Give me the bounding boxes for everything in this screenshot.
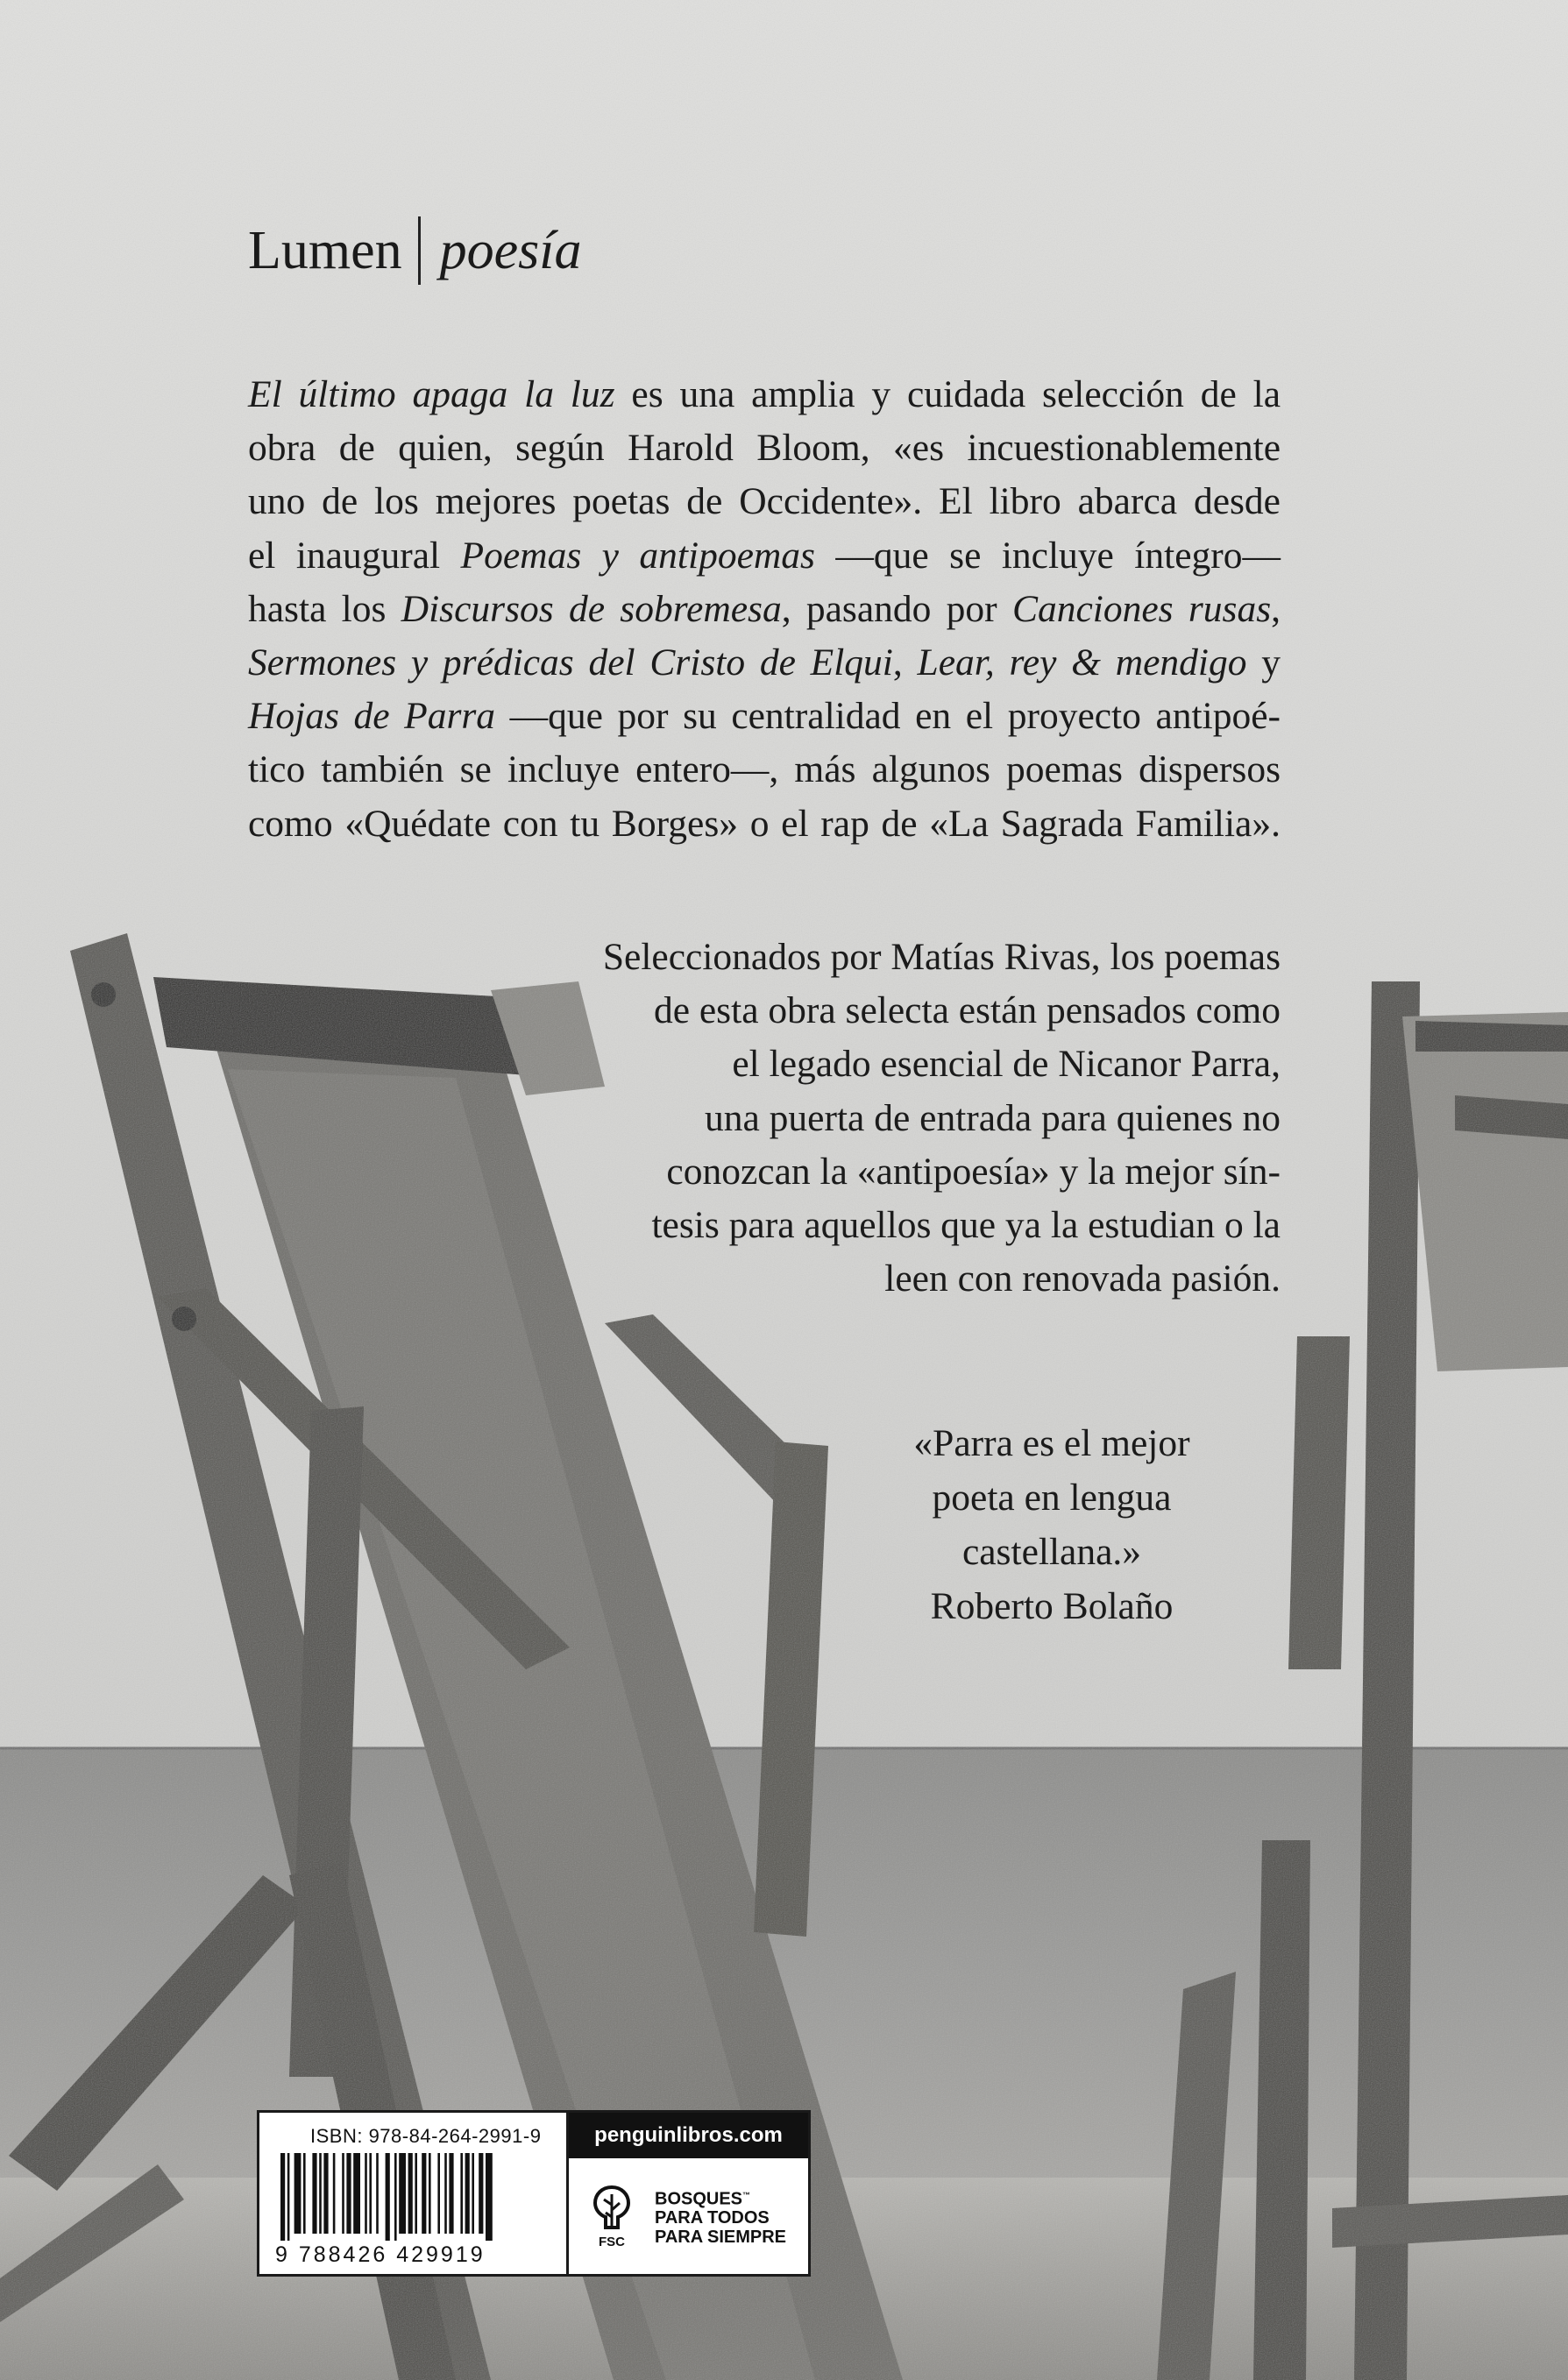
blurb-text: y (1246, 641, 1281, 684)
blurb-line (248, 368, 1281, 421)
logo-divider (418, 216, 421, 285)
barcode-bar (312, 2153, 316, 2234)
barcode-bar (394, 2153, 397, 2241)
quote-line: poeta en lengua (932, 1477, 1172, 1519)
barcode-bar (376, 2153, 379, 2234)
barcode-bar (353, 2153, 360, 2234)
imprint-logo (248, 216, 582, 286)
barcode-bar (472, 2153, 474, 2234)
quote-line: castellana.» (961, 1531, 1142, 1573)
barcode-bar (415, 2153, 417, 2234)
blurb-text: obra de quien, según Harold Bloom, «es incuestionablemente (248, 427, 1281, 470)
barcode-bar (303, 2153, 306, 2234)
blurb-paragraph-2 (599, 931, 1281, 1306)
fsc-logo-text: FSC (599, 2234, 625, 2249)
blurb-line: el legado esencial de Nicanor Parra, (732, 1043, 1281, 1086)
book-title: Hojas de Parra (248, 695, 496, 738)
barcode-bar (460, 2153, 463, 2234)
blurb-line (248, 583, 1281, 636)
blurb-line: de esta obra selecta están pensados como (653, 989, 1281, 1032)
website-url: penguinlibros.com (569, 2113, 808, 2158)
barcode-bar (294, 2153, 302, 2234)
blurb-line: tesis para aquellos que ya la estudian o la (651, 1204, 1281, 1247)
trademark-symbol: ™ (742, 2190, 751, 2199)
book-title: Sermones y prédicas del Cristo de Elqui (248, 641, 893, 684)
fsc-slogan-line: PARA TODOS (655, 2208, 770, 2228)
isbn-panel (257, 2110, 811, 2277)
book-title: Canciones rusas (1011, 587, 1272, 630)
barcode-bar (280, 2153, 285, 2241)
fsc-badge (569, 2158, 808, 2274)
blurb-line (248, 636, 1281, 690)
fsc-slogan-line: BOSQUES (655, 2189, 743, 2209)
barcode (277, 2153, 557, 2241)
barcode-bar (449, 2153, 453, 2234)
quote-line: «Parra es el mejor (913, 1422, 1190, 1464)
blurb-line: conozcan la «antipoesía» y la mejor sín- (666, 1150, 1281, 1193)
isbn-digits: 9 788426 429919 (275, 2242, 486, 2267)
barcode-bar (323, 2153, 328, 2234)
blurb-text: es una amplia y cuidada selección de la (614, 373, 1281, 415)
fsc-slogan-line: PARA SIEMPRE (655, 2228, 787, 2248)
book-title: Discursos de sobremesa (401, 587, 782, 630)
barcode-bar (408, 2153, 413, 2234)
isbn-label: ISBN: 978-84-264-2991-9 (310, 2125, 542, 2147)
blurb-text: hasta los (248, 587, 401, 630)
review-quote (876, 1416, 1227, 1633)
blurb-text: el inaugural (248, 534, 461, 577)
barcode-bar (333, 2153, 336, 2234)
blurb-text: , (1271, 587, 1281, 630)
barcode-bar (465, 2153, 470, 2234)
barcode-bar (479, 2153, 483, 2234)
blurb-line (248, 475, 1281, 528)
publisher-info (569, 2113, 808, 2274)
barcode-bar (319, 2153, 322, 2234)
blurb-text: , pasando por (781, 587, 1012, 630)
quote-author: Roberto Bolaño (930, 1585, 1174, 1627)
blurb-line (248, 529, 1281, 583)
barcode-bar (386, 2153, 390, 2241)
publisher-name: Lumen (248, 221, 402, 280)
imprint-name: poesía (439, 221, 582, 280)
blurb-line (248, 690, 1281, 743)
barcode-bar (342, 2153, 344, 2234)
barcode-bar (437, 2153, 440, 2234)
barcode-bar (287, 2153, 290, 2241)
blurb-line (248, 421, 1281, 475)
blurb-text: uno de los mejores poetas de Occidente». El libro abarca desde (248, 480, 1281, 523)
blurb-text: —que por su centralidad en el proyecto antipoé- (495, 695, 1281, 738)
blurb-line: una puerta de entrada para quienes no (704, 1096, 1281, 1139)
fsc-tree-icon (583, 2184, 641, 2249)
blurb-text: como «Quédate con tu Borges» o el rap de «La Sagrada Familia». (248, 802, 1281, 845)
barcode-bar (444, 2153, 447, 2234)
barcode-bar (486, 2153, 493, 2241)
blurb-text: tico también se incluye entero—, más algunos poemas dispersos (248, 748, 1281, 791)
book-title: El último apaga la luz (248, 373, 615, 415)
barcode-bar (365, 2153, 367, 2234)
blurb-line: Seleccionados por Matías Rivas, los poemas (602, 936, 1281, 978)
barcode-bar (369, 2153, 372, 2234)
book-title: Lear, rey & mendigo (917, 641, 1247, 684)
blurb-paragraph-1 (248, 368, 1281, 851)
blurb-line (248, 743, 1281, 797)
blurb-line: leen con renovada pasión. (884, 1257, 1281, 1300)
barcode-section (259, 2113, 569, 2274)
barcode-bar (399, 2153, 406, 2234)
fsc-slogan (655, 2185, 786, 2248)
barcode-bar (429, 2153, 431, 2234)
blurb-text: —que se incluye íntegro— (815, 534, 1281, 577)
blurb-text: , (892, 641, 918, 684)
blurb-line (248, 797, 1281, 851)
barcode-bar (346, 2153, 351, 2234)
book-title: Poemas y antipoemas (460, 534, 815, 577)
barcode-bar (422, 2153, 426, 2234)
